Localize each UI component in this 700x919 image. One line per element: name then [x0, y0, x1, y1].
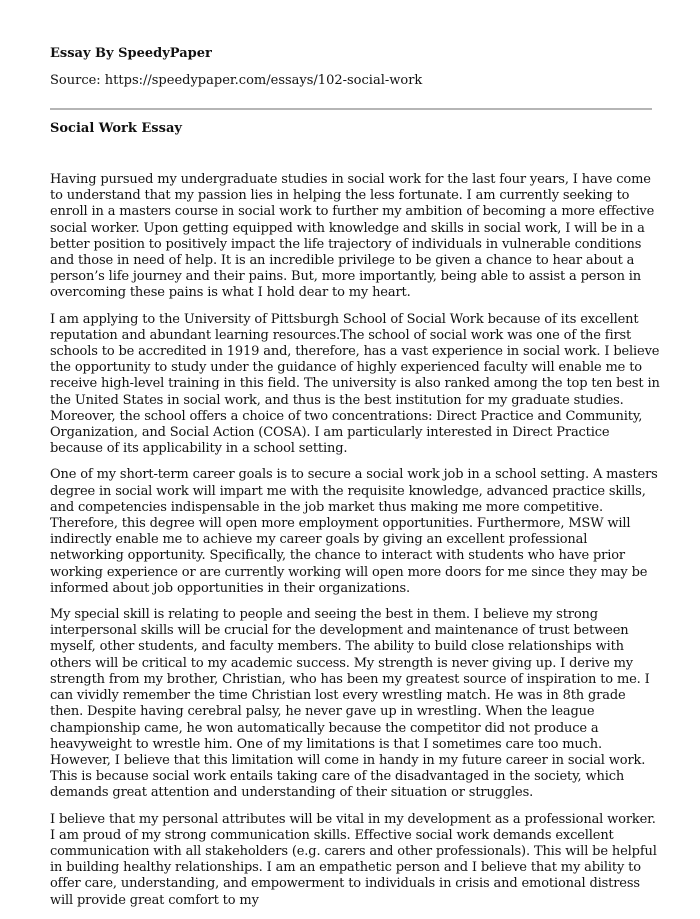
- source-line: Source: https://speedypaper.com/essays/102-social-work: [50, 73, 423, 88]
- paragraph: Having pursued my undergraduate studies in social work for the last four years, I have come to understand that my passion lies in helping the less fortunate. I am currently seeking to enroll in a masters course in social work to further my ambition of becoming a more effective social worker. Upon getting equipped with knowledge and skills in social work, I will be in a better position to positively impact the life trajectory of individuals in vulnerable conditions and those in need of help. It is an incredible privilege to be given a chance to hear about a person’s life journey and their pains. But, more importantly, being able to assist a person in overcoming these pains is what I hold dear to my heart.: [50, 172, 655, 301]
- paragraph: My special skill is relating to people and seeing the best in them. I believe my strong interpersonal skills will be crucial for the development and maintenance of trust between myself, other students, and faculty members. The ability to build close relationships with others will be critical to my academic success. My strength is never giving up. I derive my strength from my brother, Christian, who has been my greatest source of inspiration to me. I can vividly remember the time Christian lost every wrestling match. He was in 8th grade then. Despite having cerebral palsy, he never gave up in wrestling. When the league championship came, he won automatically because the competitor did not produce a heavyweight to wrestle him. One of my limitations is that I sometimes care too much. However, I believe that this limitation will come in handy in my future career in social work. This is because social work entails taking care of the disadvantaged in the society, which demands great attention and understanding of their situation or struggles.: [50, 607, 650, 801]
- paragraph: I am applying to the University of Pittsburgh School of Social Work because of its excellent reputation and abundant learning resources.The school of social work was one of the first schools to be accredited in 1919 and, therefore, has a vast experience in social work. I believe the opportunity to study under the guidance of highly experienced faculty will enable me to receive high-level training in this field. The university is also ranked among the top ten best in the United States in social work, and thus is the best institution for my graduate studies. Moreover, the school offers a choice of two concentrations: Direct Practice and Community, Organization, and Social Action (COSA). I am particularly interested in Direct Practice because of its applicability in a school setting.: [50, 311, 660, 457]
- essay-title: Social Work Essay: [50, 121, 182, 136]
- essay-body: [50, 172, 660, 919]
- paragraph: I believe that my personal attributes will be vital in my development as a professional worker. I am proud of my strong communication skills. Effective social work demands excellent communication with all stakeholders (e.g. carers and other professionals). This will be helpful in building healthy relationships. I am an empathetic person and I believe that my ability to offer care, understanding, and empowerment to individuals in crisis and emotional distress will provide great comfort to my: [50, 811, 657, 908]
- divider: [50, 108, 652, 110]
- header-title: Essay By SpeedyPaper: [50, 46, 212, 61]
- paragraph: One of my short-term career goals is to secure a social work job in a school setting. A masters degree in social work will impart me with the requisite knowledge, advanced practice skills, and competencies indispensable in the job market thus making me more competitive. Therefore, this degree will open more employment opportunities. Furthermore, MSW will indirectly enable me to achieve my career goals by giving an excellent professional networking opportunity. Specifically, the chance to interact with students who have prior working experience or are currently working will open more doors for me since they may be informed about job opportunities in their organizations.: [50, 467, 658, 596]
